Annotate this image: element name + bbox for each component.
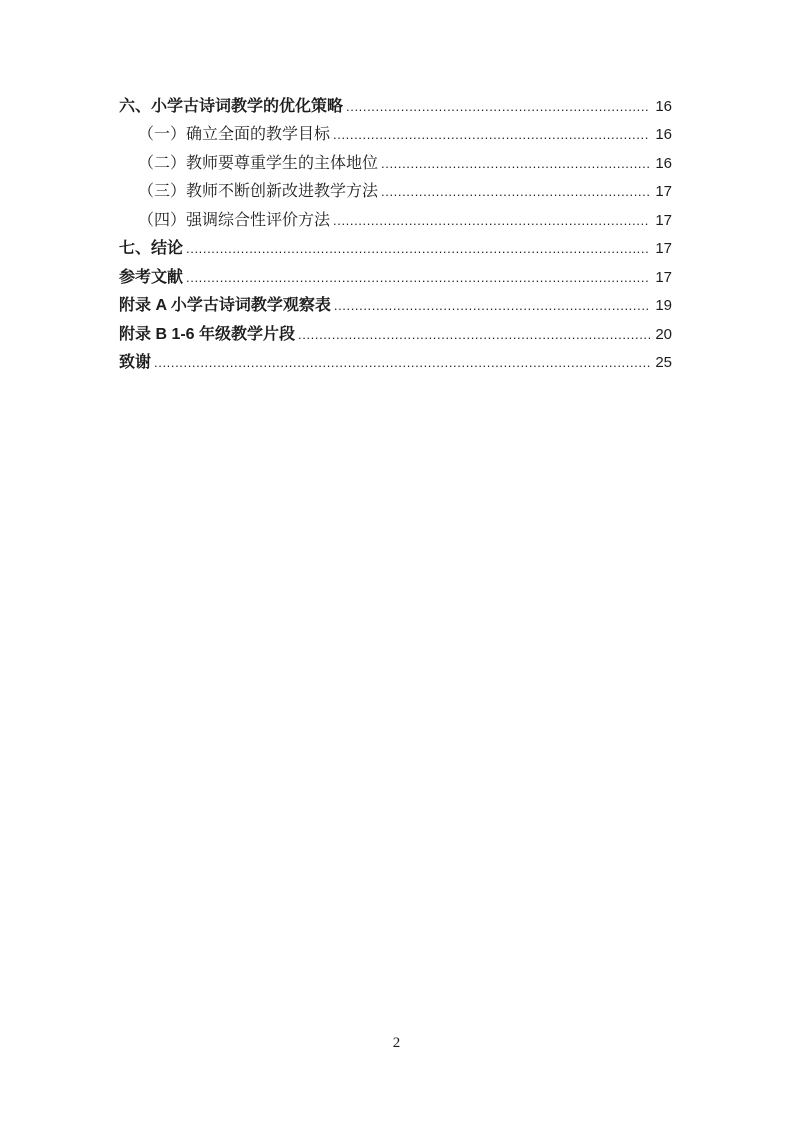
toc-entry[interactable] bbox=[119, 321, 672, 349]
toc-entry-page-number: 25 bbox=[655, 353, 672, 371]
toc-entry-page-number: 17 bbox=[655, 211, 672, 229]
toc-dot-leader bbox=[333, 212, 650, 230]
toc-entry-label: （一）确立全面的教学目标 bbox=[138, 126, 331, 144]
toc-dot-leader bbox=[298, 326, 650, 344]
toc-entry[interactable] bbox=[119, 121, 672, 149]
toc-entry[interactable] bbox=[119, 292, 672, 320]
toc-entry[interactable] bbox=[119, 178, 672, 206]
toc-entry[interactable] bbox=[119, 349, 672, 377]
toc-dot-leader bbox=[346, 98, 650, 116]
toc-dot-leader bbox=[381, 155, 650, 173]
toc-entry-label: 附录 A 小学古诗词教学观察表 bbox=[119, 297, 331, 315]
toc-entry-page-number: 19 bbox=[655, 297, 672, 315]
toc-entry-page-number: 16 bbox=[655, 98, 672, 115]
toc-entry[interactable] bbox=[119, 150, 672, 178]
toc-dot-leader bbox=[186, 269, 650, 287]
toc-entry-page-number: 16 bbox=[655, 154, 672, 172]
toc-entry-label: （二）教师要尊重学生的主体地位 bbox=[138, 154, 379, 172]
toc-entry-page-number: 20 bbox=[655, 325, 672, 343]
toc-entry[interactable] bbox=[119, 235, 672, 263]
toc-dot-leader bbox=[381, 183, 650, 201]
toc-entry-label: （三）教师不断创新改进教学方法 bbox=[138, 183, 379, 201]
toc-entry-page-number: 16 bbox=[655, 126, 672, 144]
toc-entry[interactable] bbox=[119, 93, 672, 121]
toc-dot-leader bbox=[333, 126, 650, 144]
toc-dot-leader bbox=[334, 297, 650, 315]
toc-entry[interactable] bbox=[119, 264, 672, 292]
page-number: 2 bbox=[392, 1035, 401, 1051]
toc-dot-leader bbox=[154, 354, 650, 372]
toc-entry-label: 六、小学古诗词教学的优化策略 bbox=[119, 98, 344, 115]
toc-entry-page-number: 17 bbox=[655, 183, 672, 201]
toc-entry-page-number: 17 bbox=[655, 240, 672, 258]
toc-entry-label: 参考文献 bbox=[119, 268, 184, 286]
toc-entry-label: 七、结论 bbox=[119, 240, 184, 258]
toc-entry[interactable] bbox=[119, 207, 672, 235]
toc-dot-leader bbox=[186, 240, 650, 258]
toc-entry-label: （四）强调综合性评价方法 bbox=[138, 211, 331, 229]
toc-entry-page-number: 17 bbox=[655, 268, 672, 286]
toc-entry-label: 附录 B 1-6 年级教学片段 bbox=[119, 325, 296, 343]
table-of-contents bbox=[119, 93, 672, 377]
toc-entry-label: 致谢 bbox=[119, 353, 152, 371]
